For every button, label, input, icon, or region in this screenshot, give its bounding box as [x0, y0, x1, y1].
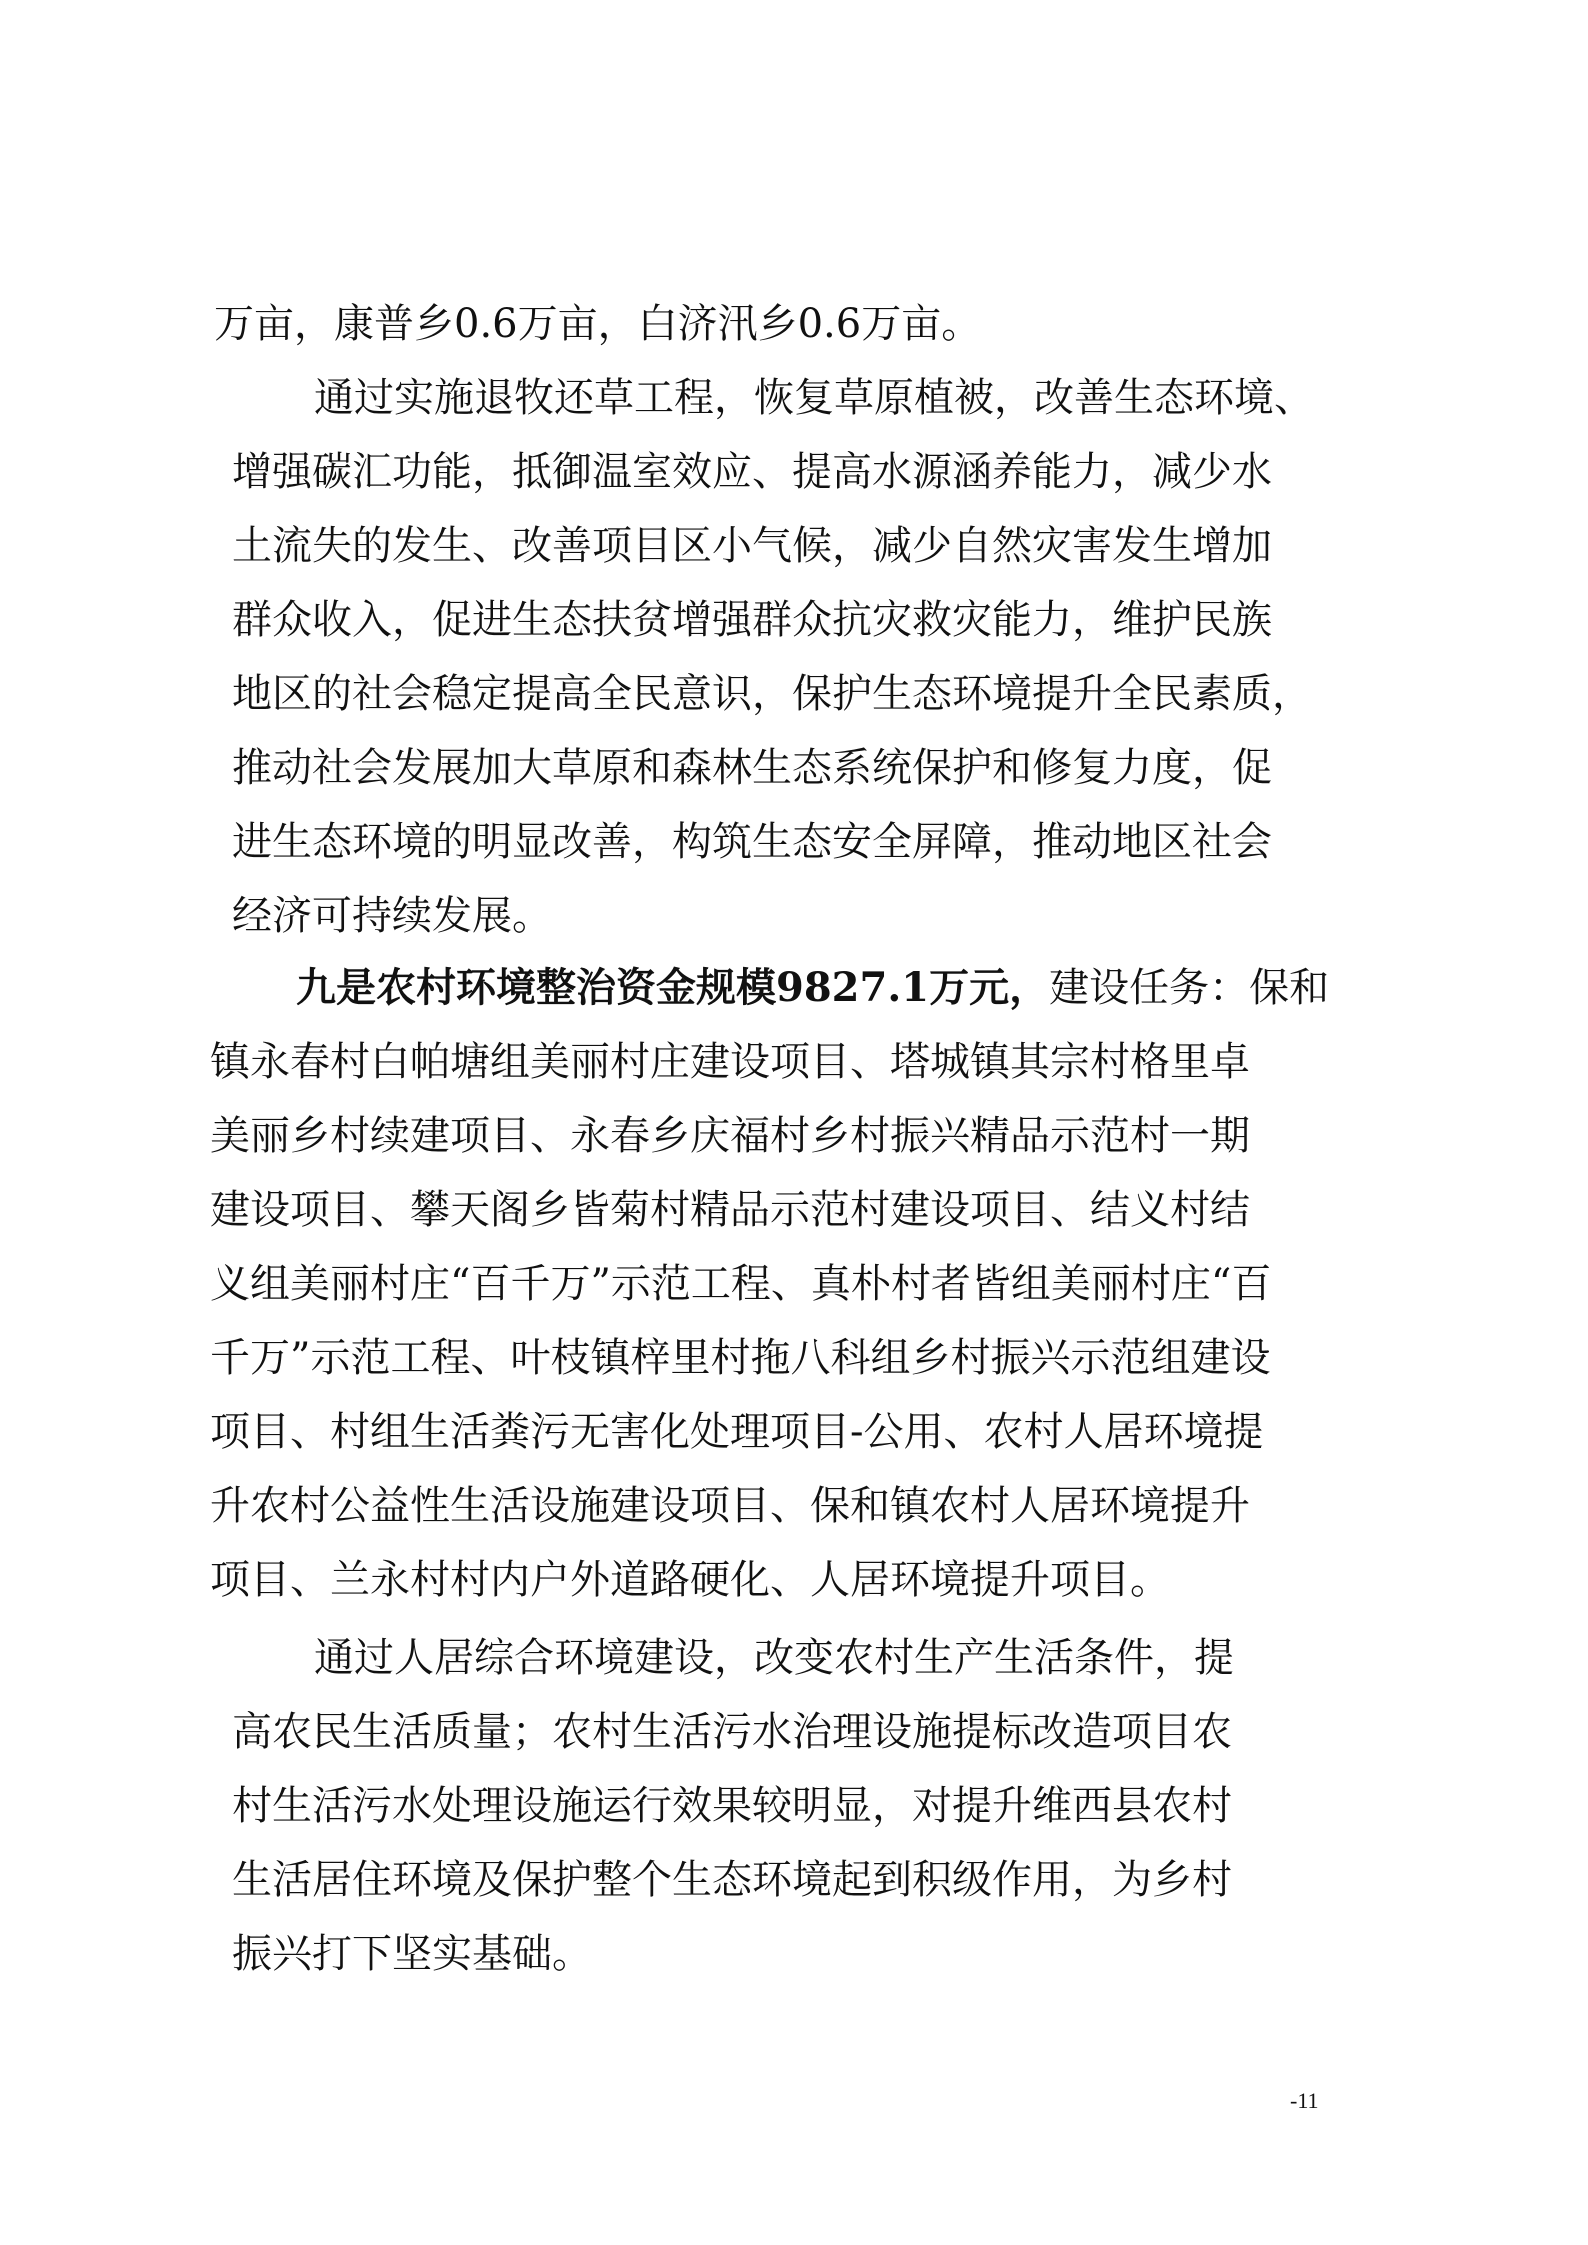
text-line: 项目、兰永村村内户外道路硬化、人居环境提升项目。	[210, 1557, 1170, 1603]
text-line: 义组美丽村庄“百千万”示范工程、真朴村者皆组美丽村庄“百	[210, 1261, 1272, 1307]
text-line: 村生活污水处理设施运行效果较明显，对提升维西县农村	[232, 1783, 1232, 1829]
text-line: 进生态环境的明显改善，构筑生态安全屏障，推动地区社会	[232, 819, 1272, 865]
text-line	[296, 964, 1329, 1012]
text-line: 项目、村组生活粪污无害化处理项目-公用、农村人居环境提	[210, 1409, 1264, 1455]
text-line: 万亩，康普乡0.6万亩，白济汛乡0.6万亩。	[214, 301, 982, 347]
text-line: 地区的社会稳定提高全民意识，保护生态环境提升全民素质，	[232, 671, 1312, 717]
text-line: 振兴打下坚实基础。	[232, 1931, 592, 1977]
section-lead-bold: 九是农村环境整治资金规模9827.1万元，	[296, 964, 1050, 1011]
text-line: 建设项目、攀天阁乡皆菊村精品示范村建设项目、结义村结	[210, 1187, 1250, 1233]
text-line: 经济可持续发展。	[232, 893, 552, 939]
page-number: -11	[1290, 2088, 1319, 2113]
section-lead-rest: 建设任务：保和	[1049, 965, 1330, 1011]
text-line: 美丽乡村续建项目、永春乡庆福村乡村振兴精品示范村一期	[210, 1113, 1250, 1159]
text-line: 增强碳汇功能，抵御温室效应、提高水源涵养能力，减少水	[232, 449, 1272, 495]
text-line: 通过实施退牧还草工程，恢复草原植被，改善生态环境、	[314, 375, 1314, 421]
text-line: 推动社会发展加大草原和森林生态系统保护和修复力度，促	[232, 745, 1272, 791]
text-line: 群众收入，促进生态扶贫增强群众抗灾救灾能力，维护民族	[232, 597, 1272, 643]
text-line: 高农民生活质量；农村生活污水治理设施提标改造项目农	[232, 1709, 1232, 1755]
text-line: 通过人居综合环境建设，改变农村生产生活条件，提	[314, 1635, 1234, 1681]
text-line: 镇永春村白帕塘组美丽村庄建设项目、塔城镇其宗村格里卓	[210, 1039, 1250, 1085]
text-line: 千万”示范工程、叶枝镇梓里村拖八科组乡村振兴示范组建设	[210, 1335, 1271, 1381]
text-line: 升农村公益性生活设施建设项目、保和镇农村人居环境提升	[210, 1483, 1250, 1529]
text-line: 土流失的发生、改善项目区小气候，减少自然灾害发生增加	[232, 523, 1272, 569]
text-line: 生活居住环境及保护整个生态环境起到积级作用，为乡村	[232, 1857, 1232, 1903]
